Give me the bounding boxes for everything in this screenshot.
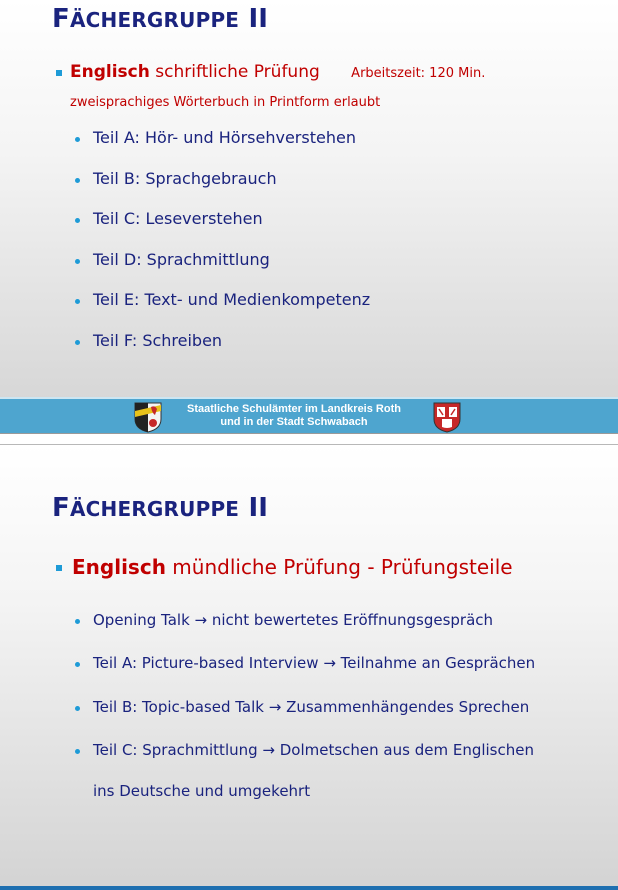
- slide-2: [0, 444, 618, 890]
- list-item: Teil B: Sprachgebrauch: [93, 169, 277, 188]
- bullet-icon: [75, 218, 80, 223]
- exam-type-label: mündliche Prüfung - Prüfungsteile: [172, 555, 513, 579]
- title-rest: ÄCHERGRUPPE: [69, 8, 240, 32]
- exam-heading: [70, 62, 485, 82]
- roth-coat-of-arms-icon: [133, 401, 163, 433]
- slide-2-title: [52, 493, 268, 523]
- square-bullet-icon: [56, 565, 62, 571]
- subject-label: Englisch: [72, 555, 166, 579]
- list-item-continuation: ins Deutsche und umgekehrt: [93, 782, 311, 800]
- bottom-accent-bar: [0, 886, 618, 890]
- list-item: Teil A: Picture-based Interview → Teilnahme an Gesprächen: [93, 654, 536, 672]
- list-item: Teil C: Leseverstehen: [93, 209, 263, 228]
- list-item: Teil B: Topic-based Talk → Zusammenhängendes Sprechen: [93, 698, 530, 716]
- list-item: Opening Talk → nicht bewertetes Eröffnungsgespräch: [93, 611, 494, 629]
- bullet-icon: [75, 619, 80, 624]
- footer-text: [164, 403, 424, 429]
- bullet-icon: [75, 340, 80, 345]
- footer-line-2: und in der Stadt Schwabach: [220, 416, 368, 428]
- bullet-icon: [75, 137, 80, 142]
- exam-type-label: schriftliche Prüfung: [155, 62, 320, 82]
- footer-line-1: Staatliche Schulämter im Landkreis Roth: [187, 403, 401, 415]
- dictionary-note: zweisprachiges Wörterbuch in Printform erlaubt: [70, 95, 381, 110]
- list-item: Teil A: Hör- und Hörsehverstehen: [93, 128, 356, 147]
- bullet-icon: [75, 706, 80, 711]
- title-initial: F: [52, 493, 70, 523]
- list-item: Teil C: Sprachmittlung → Dolmetschen aus dem Englischen: [93, 741, 534, 759]
- slide-1-title: [52, 4, 268, 34]
- title-initial: F: [52, 4, 70, 34]
- title-number: II: [248, 493, 269, 523]
- bullet-icon: [75, 259, 80, 264]
- bullet-icon: [75, 749, 80, 754]
- bullet-icon: [75, 178, 80, 183]
- list-item: Teil E: Text- und Medienkompetenz: [93, 290, 371, 309]
- bullet-icon: [75, 662, 80, 667]
- subject-label: Englisch: [70, 62, 150, 82]
- square-bullet-icon: [56, 70, 62, 76]
- schwabach-coat-of-arms-icon: [431, 401, 463, 433]
- slide-1: [0, 0, 618, 434]
- bullet-icon: [75, 299, 80, 304]
- work-time-label: Arbeitszeit: 120 Min.: [351, 66, 486, 81]
- list-item: Teil F: Schreiben: [93, 331, 223, 350]
- title-number: II: [248, 4, 269, 34]
- exam-heading: [72, 555, 513, 579]
- footer-banner: [0, 397, 618, 434]
- list-item: Teil D: Sprachmittlung: [93, 250, 270, 269]
- title-rest: ÄCHERGRUPPE: [69, 497, 240, 521]
